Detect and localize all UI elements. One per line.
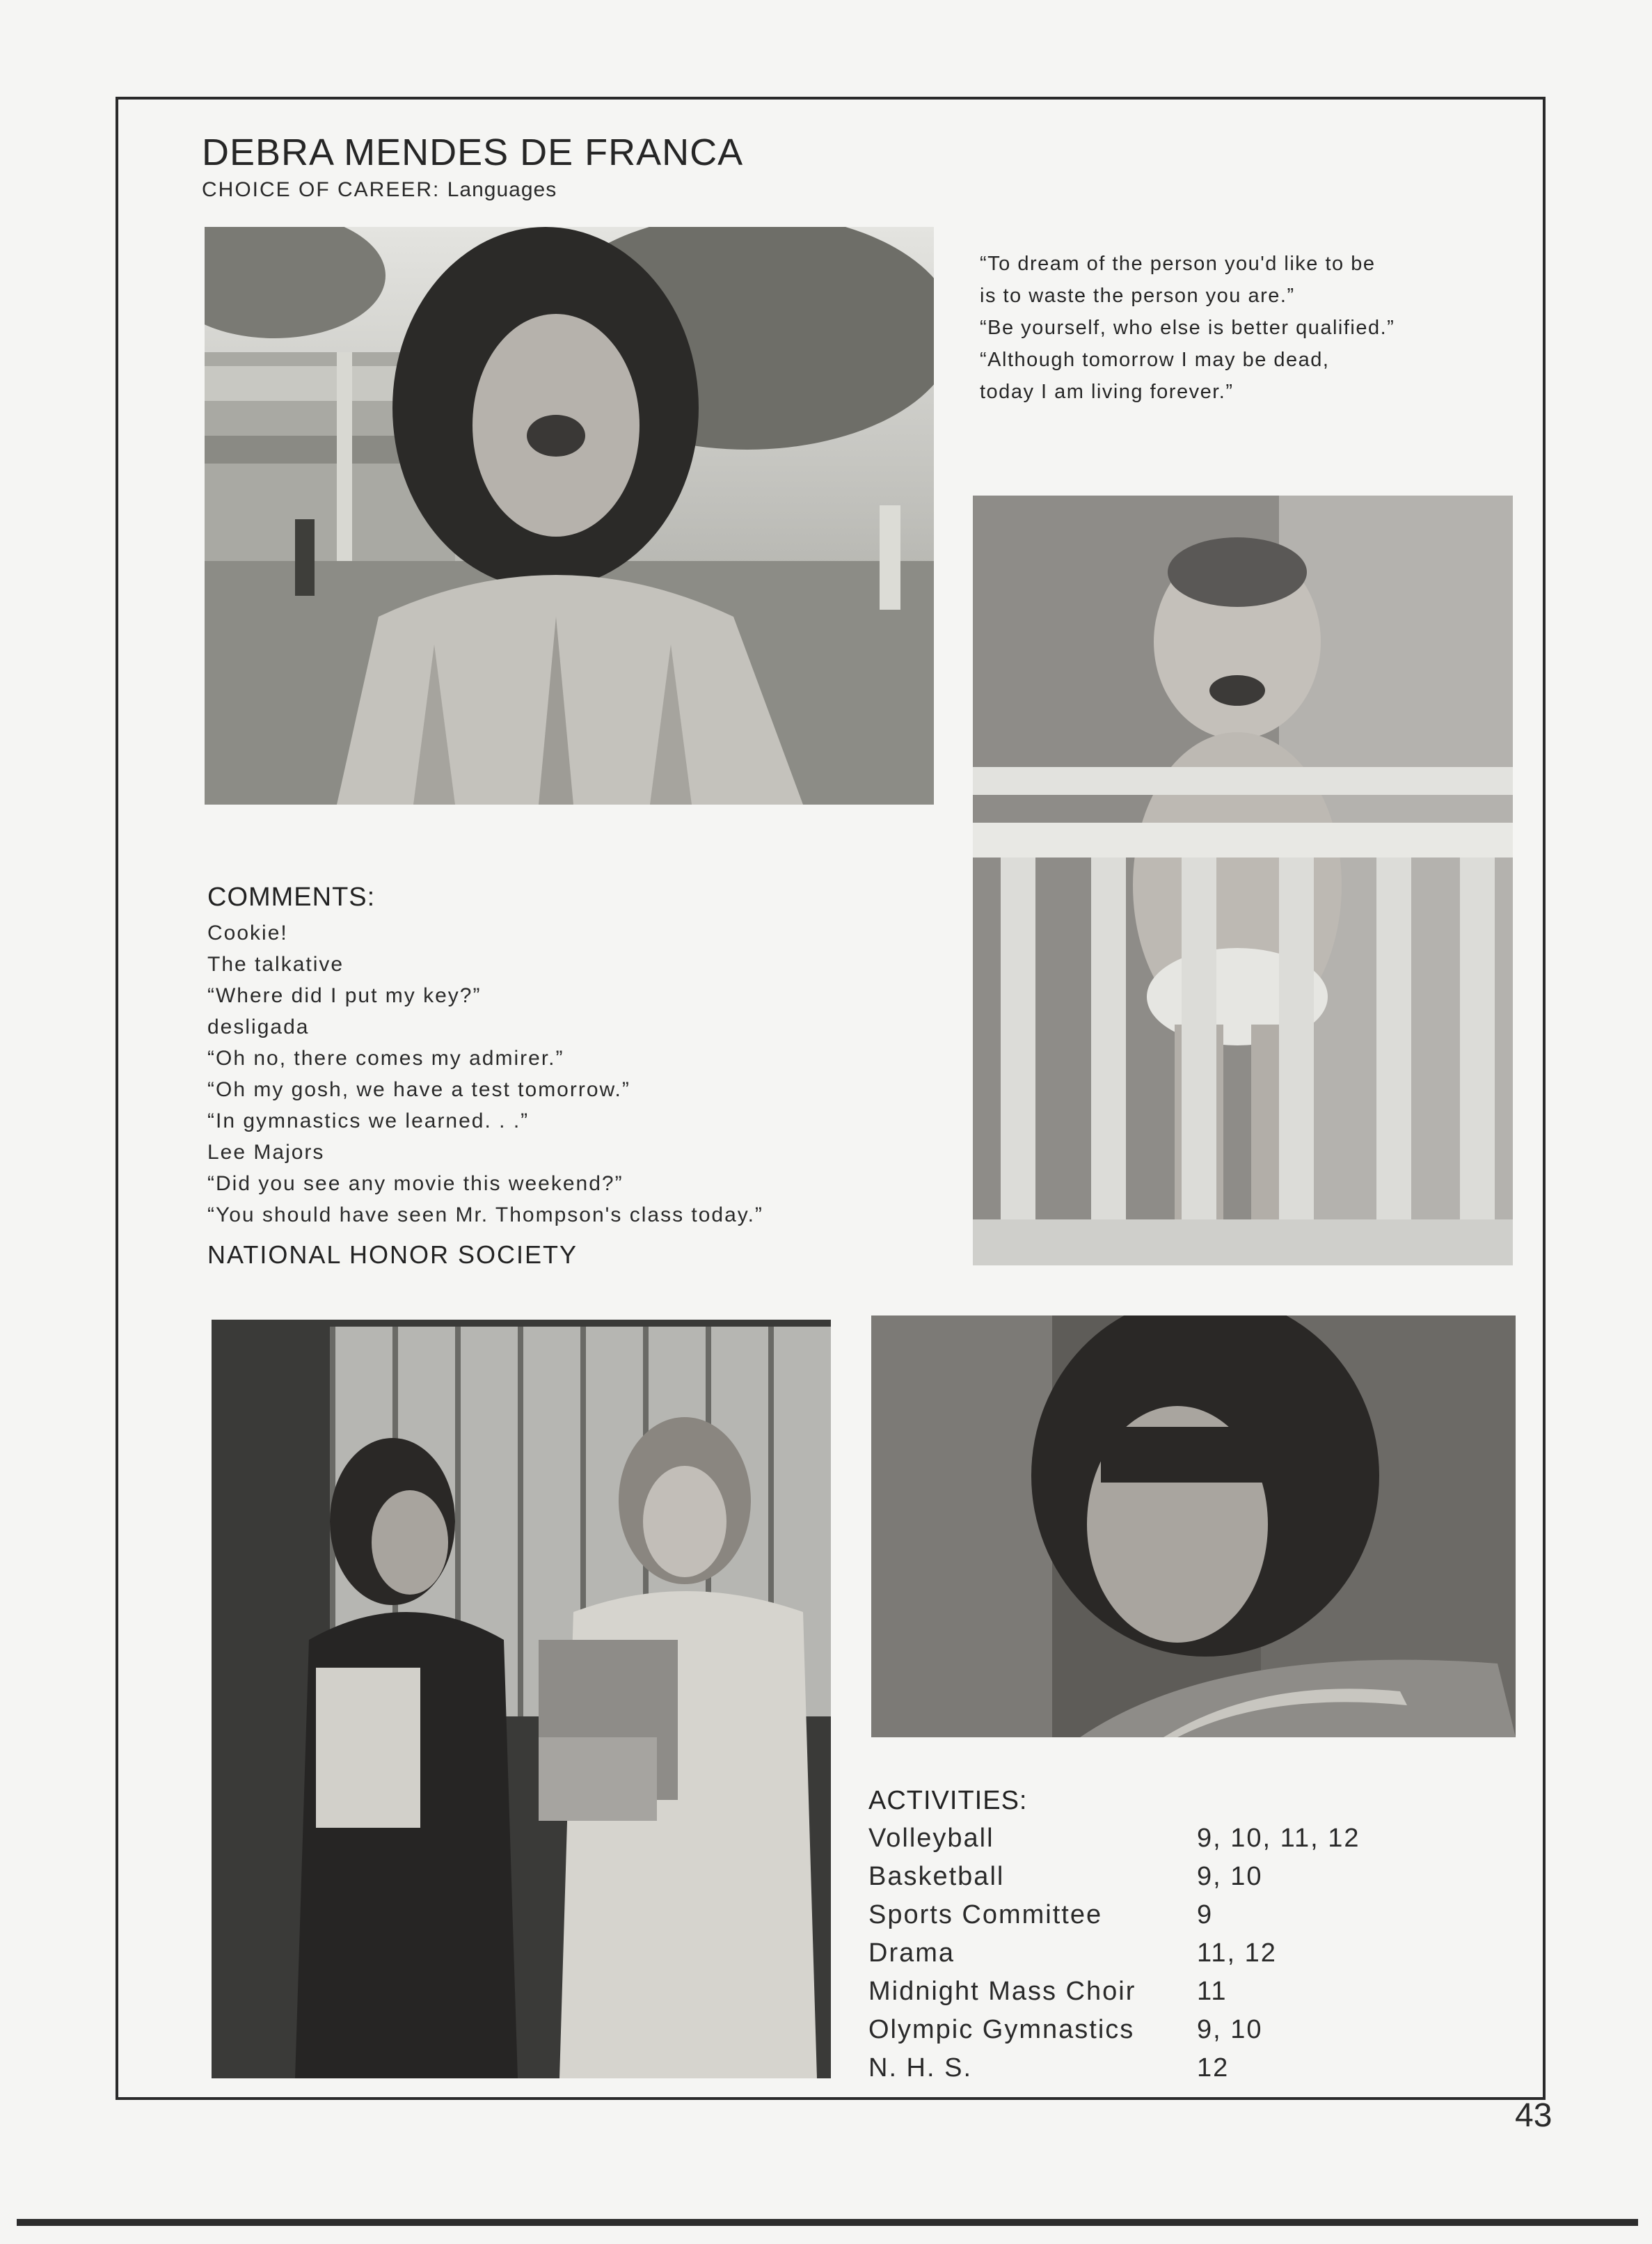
activity-years: 11, 12 [1197, 1938, 1277, 1968]
baby-photo-crib [973, 496, 1513, 1265]
comment-line: “Oh my gosh, we have a test tomorrow.” [207, 1078, 630, 1101]
activities-heading: ACTIVITIES: [868, 1786, 1028, 1815]
activity-years: 9, 10 [1197, 2015, 1263, 2044]
quote-line: “Be yourself, who else is better qualified.” [980, 317, 1395, 339]
comments-heading: COMMENTS: [207, 883, 376, 912]
activities-list [868, 1824, 1439, 2092]
activity-years: 12 [1197, 2053, 1230, 2083]
career-value: Languages [447, 178, 557, 201]
honor-society-heading: NATIONAL HONOR SOCIETY [207, 1240, 578, 1269]
activity-name: N. H. S. [868, 2053, 973, 2083]
activity-name: Sports Committee [868, 1900, 1103, 1929]
portrait-photo-outdoors [205, 227, 934, 805]
quote-line: “To dream of the person you'd like to be [980, 253, 1376, 275]
activity-years: 9 [1197, 1900, 1214, 1929]
activity-row [868, 1862, 1439, 1900]
activity-row [868, 2053, 1439, 2092]
activity-name: Drama [868, 1938, 955, 1968]
student-name: DEBRA MENDES DE FRANCA [202, 132, 744, 173]
activity-name: Volleyball [868, 1824, 994, 1853]
career-label: CHOICE OF CAREER: [202, 178, 440, 201]
quote-line: “Although tomorrow I may be dead, [980, 349, 1330, 371]
activity-years: 11 [1197, 1977, 1228, 2006]
quotes-block [980, 248, 1509, 408]
activity-years: 9, 10, 11, 12 [1197, 1824, 1360, 1853]
quote-line: today I am living forever.” [980, 381, 1234, 403]
activity-row [868, 1900, 1439, 1938]
comment-line: “Oh no, there comes my admirer.” [207, 1047, 564, 1070]
activity-row [868, 1824, 1439, 1862]
activity-years: 9, 10 [1197, 1862, 1263, 1891]
locker-hallway-photo [212, 1320, 831, 2078]
comment-line: “Did you see any movie this weekend?” [207, 1172, 624, 1195]
closeup-portrait-photo [871, 1315, 1516, 1737]
bottom-rule [17, 2219, 1638, 2226]
activity-row [868, 1977, 1439, 2015]
page-number: 43 [1515, 2097, 1552, 2134]
career-line [202, 178, 557, 202]
activity-name: Basketball [868, 1862, 1005, 1891]
comment-line: “Where did I put my key?” [207, 984, 482, 1007]
comment-line: “In gymnastics we learned. . .” [207, 1109, 530, 1132]
comment-line: Cookie! [207, 922, 288, 945]
comment-line: The talkative [207, 953, 344, 976]
comment-line: “You should have seen Mr. Thompson's class today.” [207, 1203, 763, 1226]
quote-line: is to waste the person you are.” [980, 285, 1295, 307]
comment-line: Lee Majors [207, 1141, 325, 1164]
activity-name: Midnight Mass Choir [868, 1977, 1136, 2006]
activity-row [868, 2015, 1439, 2053]
comments-list [207, 917, 763, 1231]
comment-line: desligada [207, 1016, 310, 1038]
activity-name: Olympic Gymnastics [868, 2015, 1135, 2044]
activity-row [868, 1938, 1439, 1977]
